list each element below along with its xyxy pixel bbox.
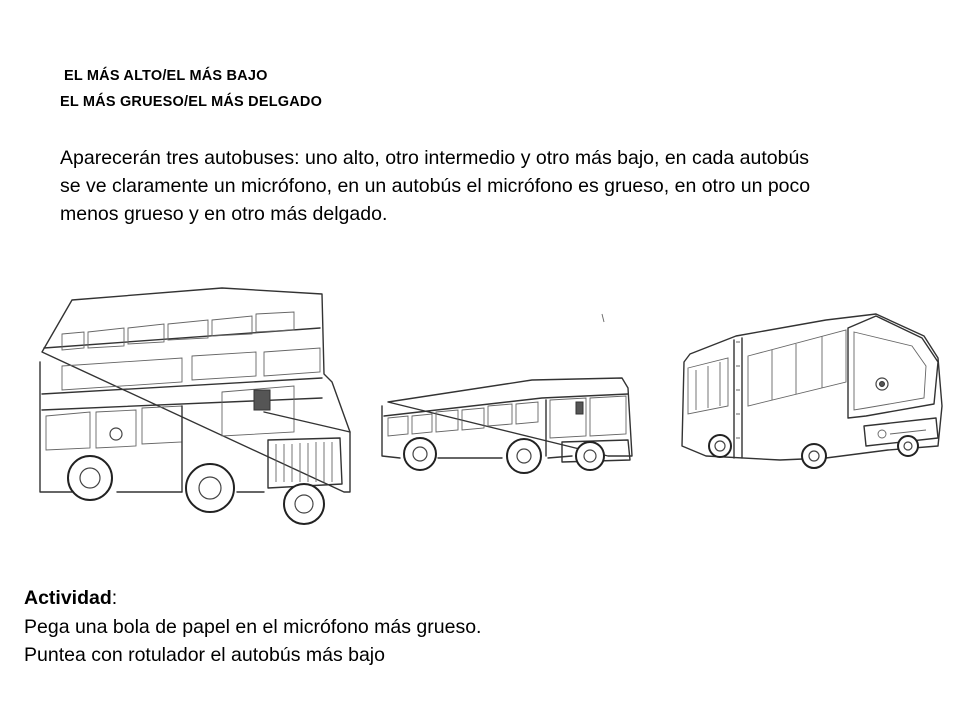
activity-instruction: Pega una bola de papel en el micrófono más grueso.: [24, 615, 482, 638]
description-line: menos grueso y en otro más delgado.: [60, 203, 388, 225]
heading-tallest-shortest: EL MÁS ALTO/EL MÁS BAJO: [64, 68, 268, 84]
description-paragraph: [60, 144, 940, 228]
activity-title: Actividad: [24, 587, 112, 609]
heading-thickest-thinnest: EL MÁS GRUESO/EL MÁS DELGADO: [60, 94, 323, 110]
double-decker-bus-image: [32, 282, 360, 532]
activity-title-line: [24, 584, 481, 613]
activity-section: [24, 584, 481, 670]
activity-title-suffix: :: [111, 587, 118, 609]
articulated-bus-image: [676, 306, 946, 506]
activity-instruction: Puntea con rotulador el autobús más bajo: [24, 644, 385, 666]
single-deck-bus-image: [372, 306, 642, 506]
description-line: se ve claramente un micrófono, en un autobús el micrófono es grueso, en otro un poco: [60, 175, 811, 197]
description-line: Aparecerán tres autobuses: uno alto, otro intermedio y otro más bajo, en cada autobús: [60, 147, 810, 169]
